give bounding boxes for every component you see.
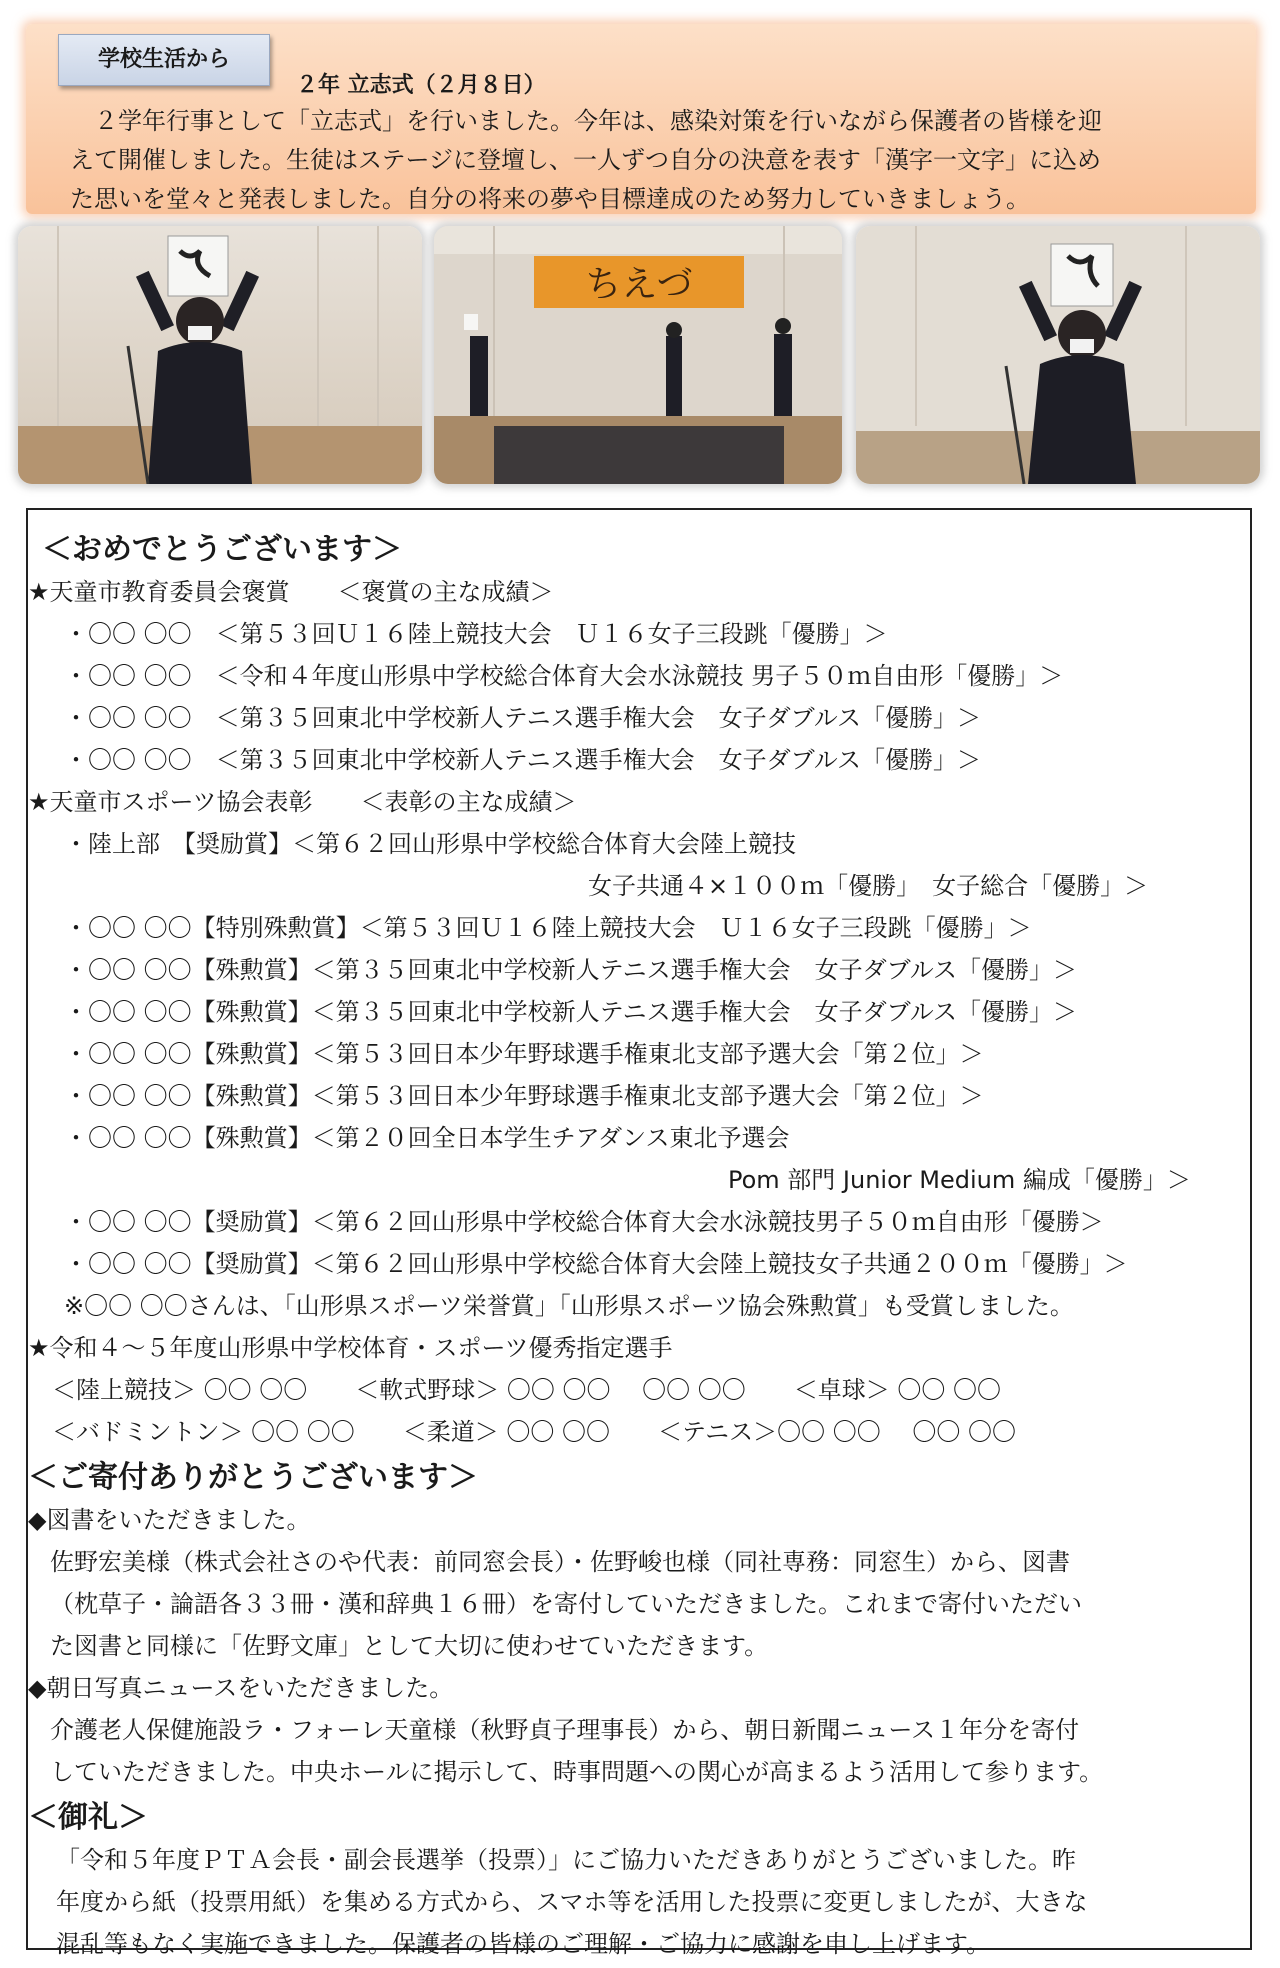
sports-award-item: ・〇〇 〇〇【殊勲賞】＜第５３回日本少年野球選手権東北支部予選大会「第２位」＞ (64, 1040, 984, 1068)
athlete-row: ＜バドミントン＞ 〇〇 〇〇 ＜柔道＞ 〇〇 〇〇 ＜テニス＞〇〇 〇〇 〇〇 〇〇 (52, 1418, 1016, 1446)
donation-heading: ＜ご寄付ありがとうございます＞ (28, 1460, 478, 1495)
sports-award-item: ・〇〇 〇〇【殊勲賞】＜第３５回東北中学校新人テニス選手権大会 女子ダブルス「優勝」＞ (64, 998, 1077, 1026)
athlete-row: ＜陸上競技＞ 〇〇 〇〇 ＜軟式野球＞ 〇〇 〇〇 〇〇 〇〇 ＜卓球＞ 〇〇 〇〇 (52, 1376, 1002, 1404)
news-box (26, 508, 1252, 1958)
sports-award-item: ・〇〇 〇〇【殊勲賞】＜第３５回東北中学校新人テニス選手権大会 女子ダブルス「優勝」＞ (64, 956, 1077, 984)
banner-body-line: ２学年行事として「立志式」を行いました。今年は、感染対策を行いながら保護者の皆様を迎 (70, 107, 1102, 135)
news-gift-body-line: 介護老人保健施設ラ・フォーレ天童様（秋野貞子理事長）から、朝日新聞ニュース１年分を寄付 (50, 1716, 1080, 1744)
sports-award-item-continued: 女子共通４×１００ｍ「優勝」 女子総合「優勝」＞ (588, 872, 1149, 900)
sports-award-item: ・陸上部 【奨励賞】＜第６２回山形県中学校総合体育大会陸上競技 (64, 830, 796, 858)
stage-banner-text: ちえづ (585, 264, 693, 305)
sports-award-item: ・〇〇 〇〇【奨励賞】＜第６２回山形県中学校総合体育大会陸上競技女子共通２００ｍ「優勝」＞ (64, 1250, 1128, 1278)
board-award-item: ・〇〇 〇〇 ＜第５３回Ｕ１６陸上競技大会 Ｕ１６女子三段跳「優勝」＞ (64, 620, 888, 648)
sports-award-item: ・〇〇 〇〇【特別殊勲賞】＜第５３回Ｕ１６陸上競技大会 Ｕ１６女子三段跳「優勝」＞ (64, 914, 1032, 942)
congrats-heading: ＜おめでとうございます＞ (42, 532, 402, 567)
news-gift-heading: ◆朝日写真ニュースをいただきました。 (28, 1674, 454, 1702)
sports-award-item: ・〇〇 〇〇【奨励賞】＜第６２回山形県中学校総合体育大会水泳競技男子５０ｍ自由形「優勝＞ (64, 1208, 1104, 1236)
section-tag: 学校生活から (58, 34, 270, 86)
news-gift-body-line: していただきました。中央ホールに掲示して、時事問題への関心が高まるよう活用して参ります。 (50, 1758, 1104, 1786)
sports-award-item-continued: Pom 部門 Junior Medium 編成「優勝」＞ (728, 1166, 1191, 1194)
athlete-heading: ★令和４～５年度山形県中学校体育・スポーツ優秀指定選手 (28, 1334, 673, 1362)
banner-body-line: た思いを堂々と発表しました。自分の将来の夢や目標達成のため努力していきましょう。 (70, 185, 1030, 213)
books-body-line: 佐野宏美様（株式会社さのや代表：前同窓会長）・佐野峻也様（同社専務：同窓生）から、図書 (50, 1548, 1070, 1576)
thanks-body-line: 年度から紙（投票用紙）を集める方式から、スマホ等を活用した投票に変更しましたが、大きな (56, 1888, 1088, 1916)
board-award-item: ・〇〇 〇〇 ＜第３５回東北中学校新人テニス選手権大会 女子ダブルス「優勝」＞ (64, 704, 981, 732)
banner-title: ２年 立志式（２月８日） (296, 73, 546, 98)
thanks-heading: ＜御礼＞ (28, 1800, 148, 1835)
photo-stage-ceremony (434, 226, 842, 484)
sports-award-heading: ★天童市スポーツ協会表彰 ＜表彰の主な成績＞ (28, 788, 577, 816)
sports-award-item: ・〇〇 〇〇【殊勲賞】＜第５３回日本少年野球選手権東北支部予選大会「第２位」＞ (64, 1082, 984, 1110)
books-heading: ◆図書をいただきました。 (28, 1506, 311, 1534)
photo-student-left (18, 226, 422, 484)
sports-award-note: ※〇〇 〇〇さんは、「山形県スポーツ栄誉賞」「山形県スポーツ協会殊勲賞」も受賞しました。 (64, 1292, 1074, 1320)
thanks-body-line: 混乱等もなく実施できました。保護者の皆様のご理解・ご協力に感謝を申し上げます。 (56, 1930, 991, 1958)
sports-award-item: ・〇〇 〇〇【殊勲賞】＜第２０回全日本学生チアダンス東北予選会 (64, 1124, 790, 1152)
school-life-banner (26, 24, 1256, 214)
books-body-line: た図書と同様に「佐野文庫」として大切に使わせていただきます。 (50, 1632, 769, 1660)
books-body-line: （枕草子・論語各３３冊・漢和辞典１６冊）を寄付していただきました。これまで寄付いただい (50, 1590, 1082, 1618)
banner-body (70, 102, 1275, 219)
photo-student-right (856, 226, 1260, 484)
board-award-item: ・〇〇 〇〇 ＜令和４年度山形県中学校総合体育大会水泳競技 男子５０ｍ自由形「優勝」＞ (64, 662, 1064, 690)
banner-body-line: えて開催しました。生徒はステージに登壇し、一人ずつ自分の決意を表す「漢字一文字」に込め (70, 146, 1102, 174)
thanks-body-line: 「令和５年度ＰＴＡ会長・副会長選挙（投票）」にご協力いただきありがとうございました。昨 (56, 1846, 1076, 1874)
board-award-heading: ★天童市教育委員会褒賞 ＜褒賞の主な成績＞ (28, 578, 554, 606)
board-award-item: ・〇〇 〇〇 ＜第３５回東北中学校新人テニス選手権大会 女子ダブルス「優勝」＞ (64, 746, 981, 774)
